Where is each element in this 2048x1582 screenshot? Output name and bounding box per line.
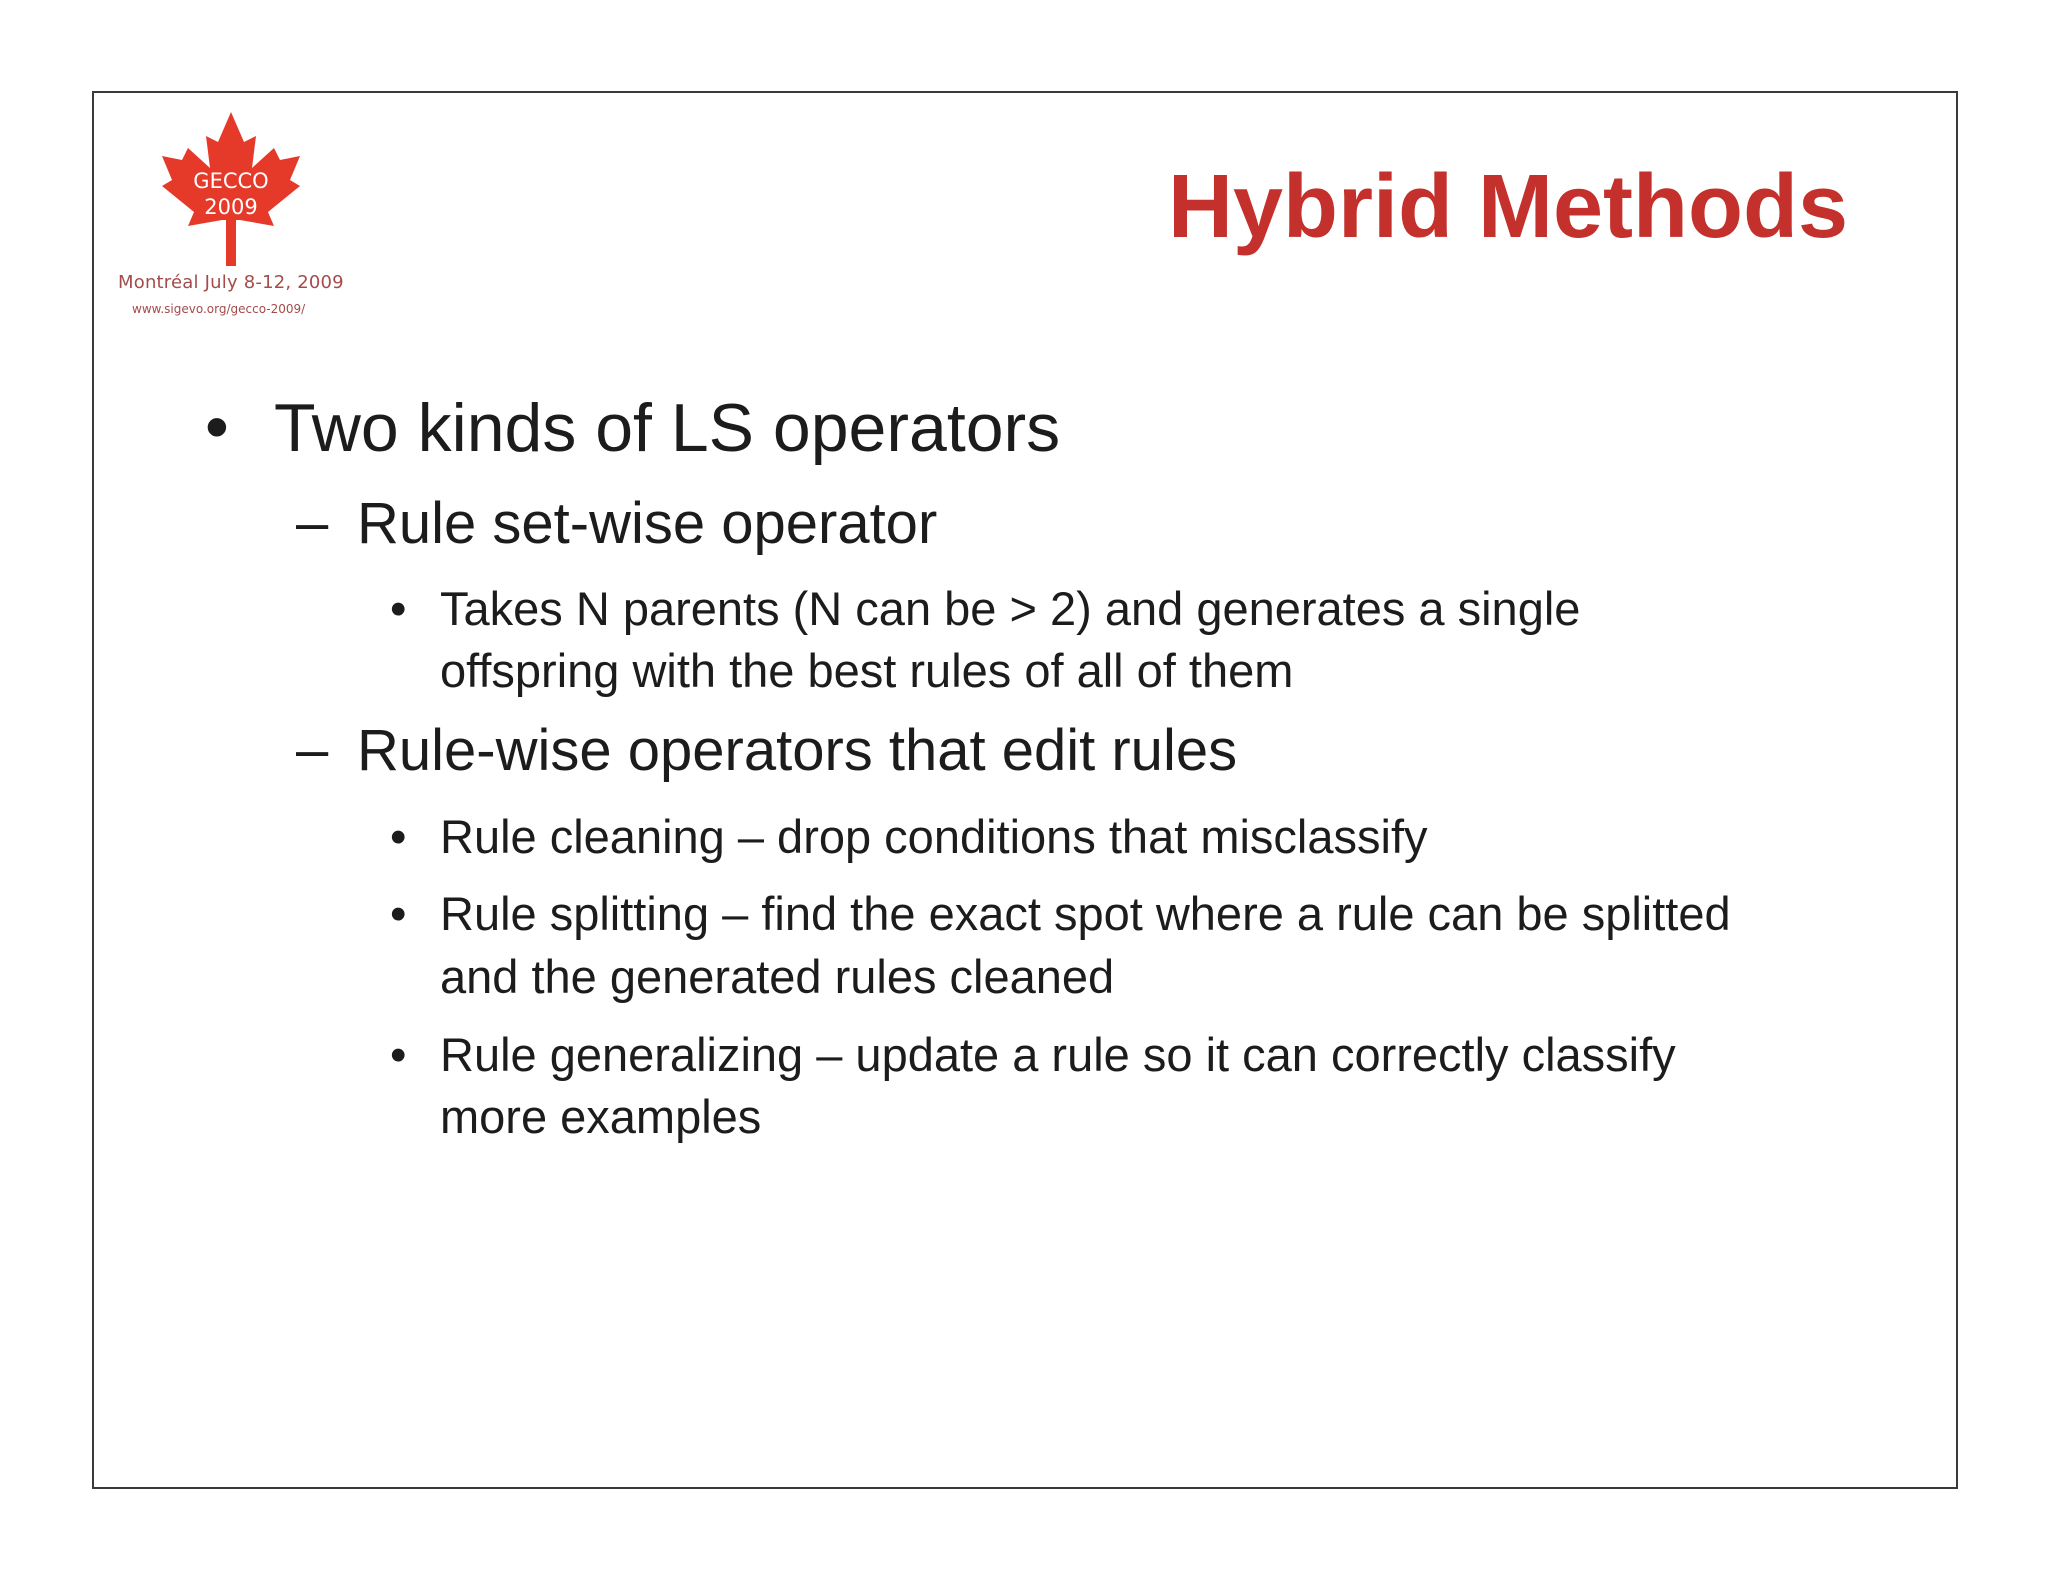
dash-marker: – <box>296 717 329 782</box>
bullet-rule-generalizing-line2: more examples <box>440 1090 762 1143</box>
slide-title: Hybrid Methods <box>1167 157 1848 257</box>
bullet-rule-splitting-line1: Rule splitting – find the exact spot where a rule can be splitted <box>440 887 1731 940</box>
bullet-marker: • <box>390 810 407 863</box>
bullet-marker: • <box>390 887 407 940</box>
bullet-marker: • <box>205 389 229 465</box>
logo-url: www.sigevo.org/gecco-2009/ <box>132 302 306 316</box>
logo-date: Montréal July 8-12, 2009 <box>118 272 344 293</box>
bullet-rule-cleaning: Rule cleaning – drop conditions that misclassify <box>440 810 1428 863</box>
logo-name-line1: GECCO <box>193 169 269 193</box>
logo-name-line2: 2009 <box>204 195 258 219</box>
bullet-rule-set-wise: Rule set-wise operator <box>357 491 938 556</box>
bullet-rule-splitting-line2: and the generated rules cleaned <box>440 950 1115 1003</box>
dash-marker: – <box>296 490 329 555</box>
bullet-takes-n-parents-line2: offspring with the best rules of all of them <box>440 644 1294 697</box>
bullet-two-kinds: Two kinds of LS operators <box>274 390 1061 466</box>
bullet-takes-n-parents-line1: Takes N parents (N can be > 2) and generates a single <box>440 582 1581 635</box>
bullet-rule-generalizing-line1: Rule generalizing – update a rule so it can correctly classify <box>440 1028 1676 1081</box>
gecco-logo <box>112 104 372 324</box>
bullet-marker: • <box>390 1028 407 1081</box>
bullet-marker: • <box>390 582 407 635</box>
bullet-rule-wise: Rule-wise operators that edit rules <box>357 718 1238 783</box>
maple-leaf-icon <box>156 108 306 268</box>
